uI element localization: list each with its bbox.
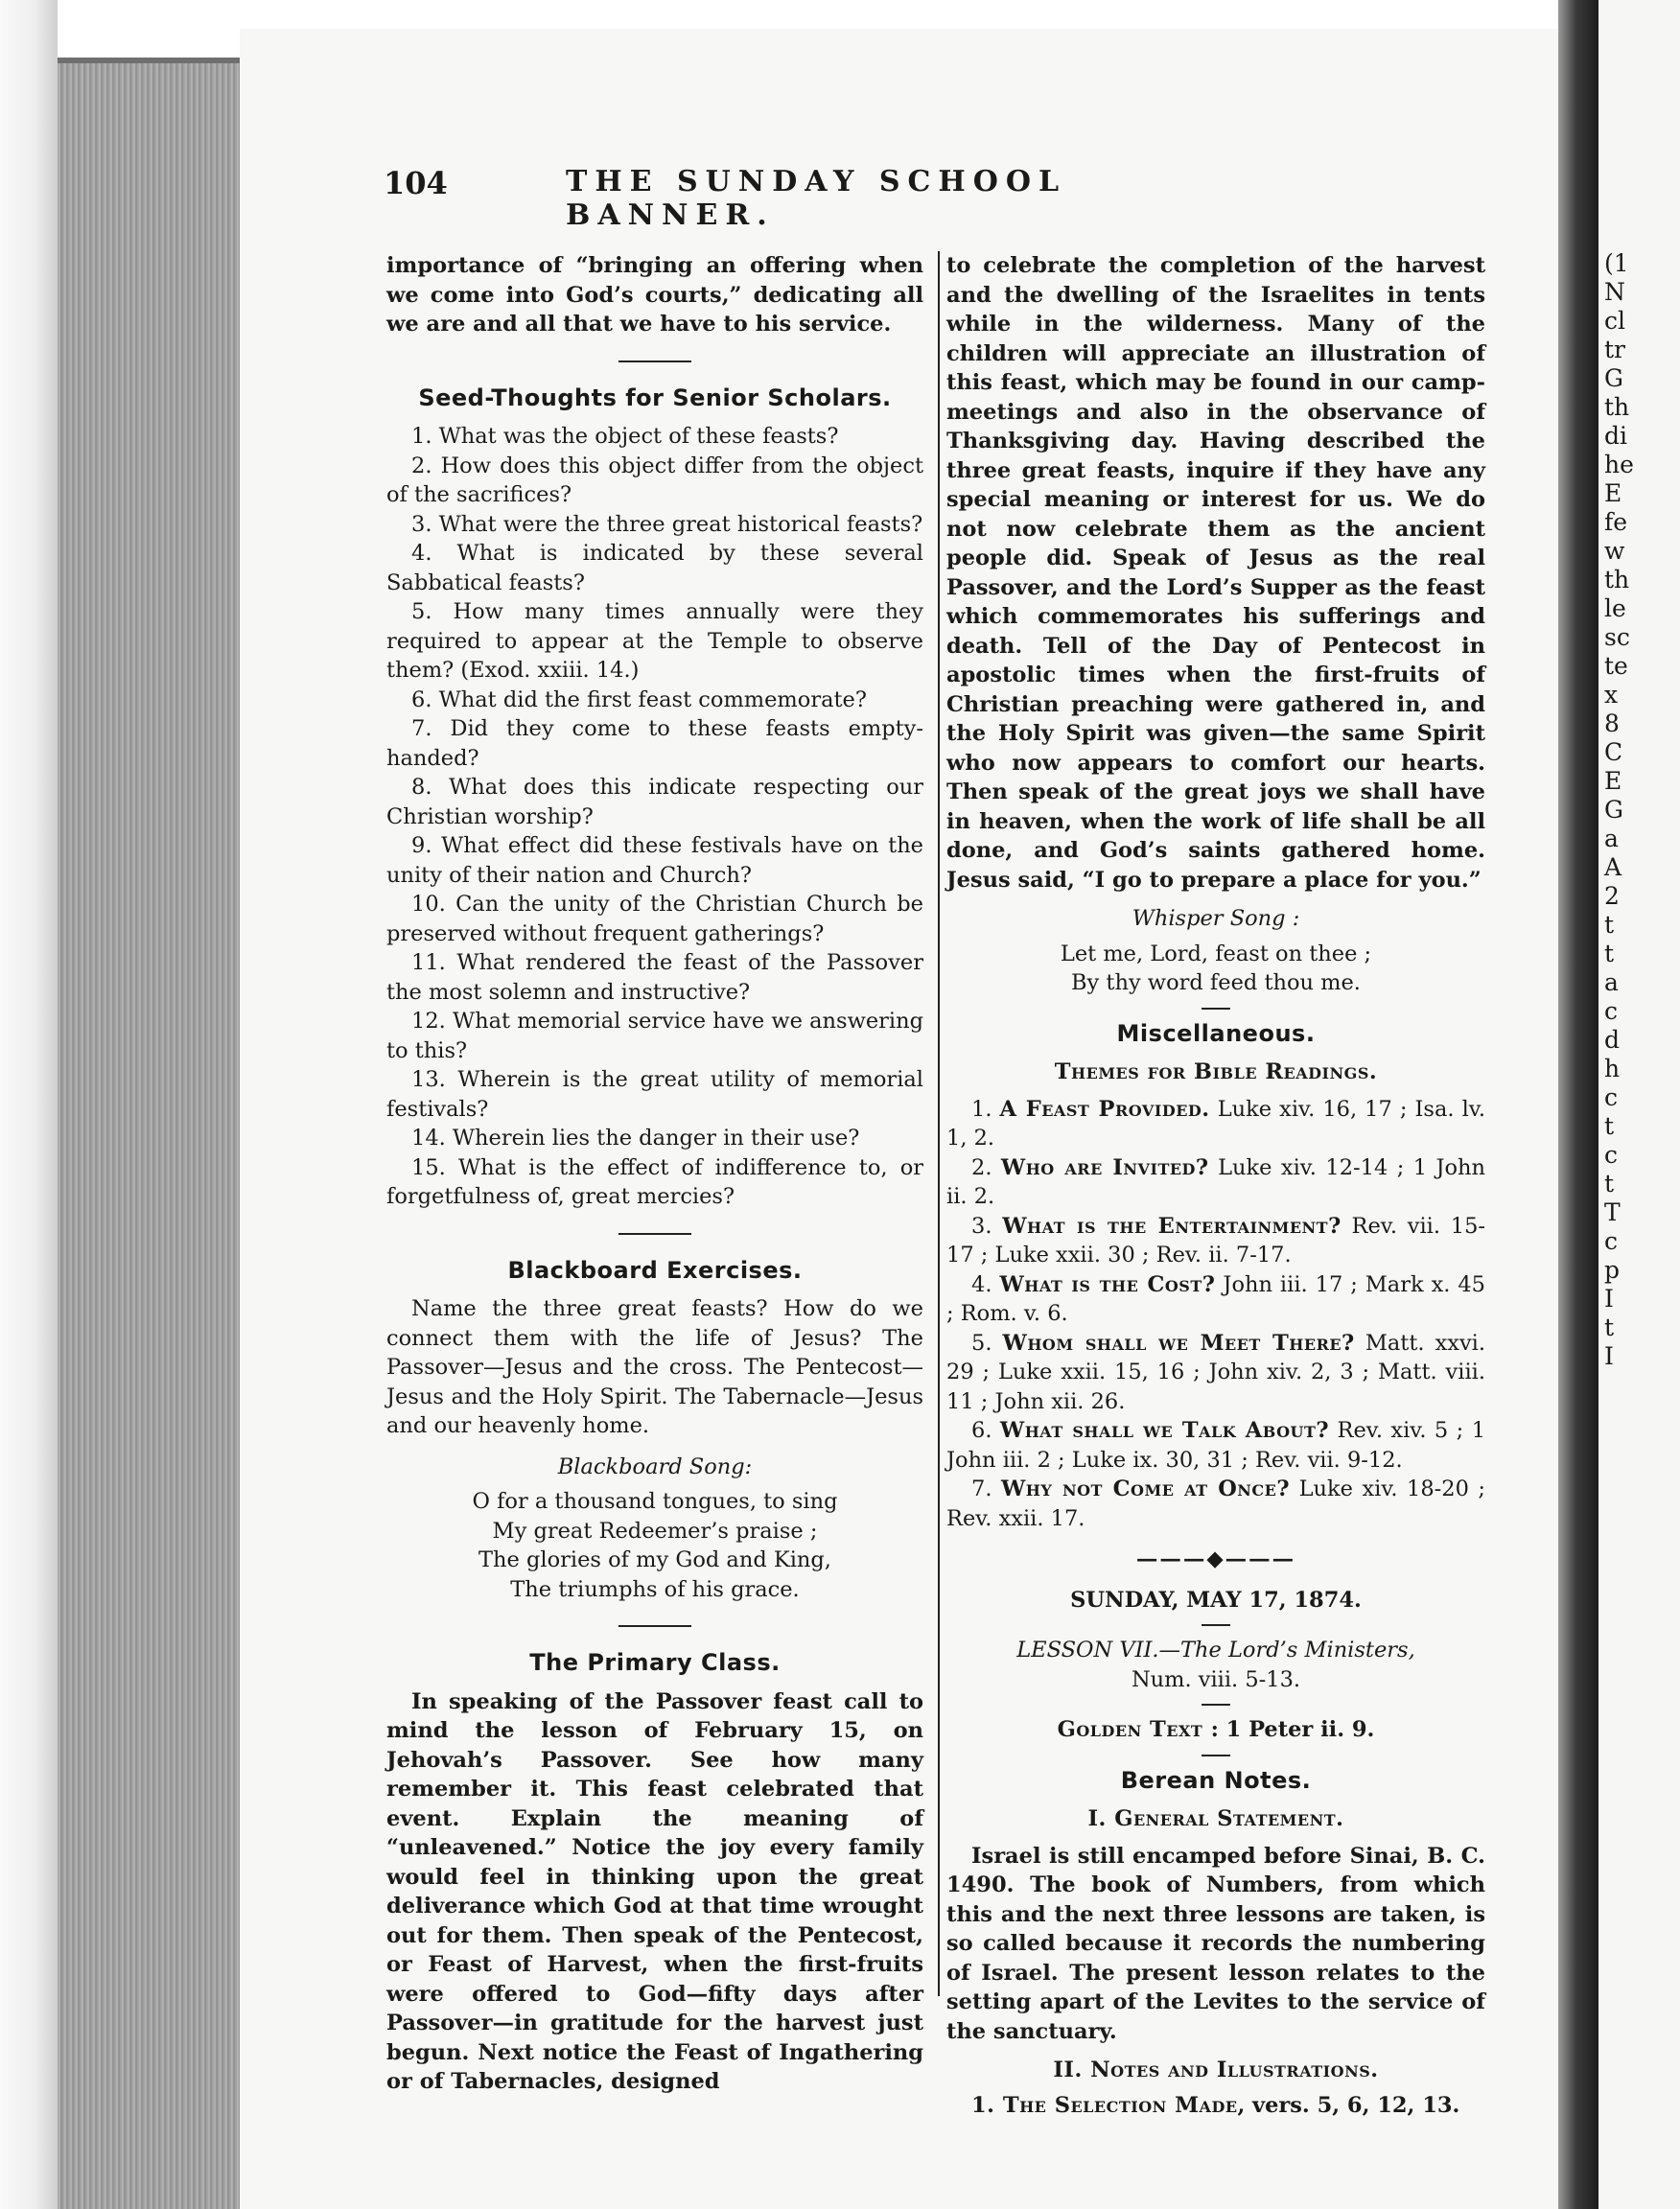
primary-class-heading: The Primary Class. bbox=[529, 1649, 781, 1676]
section-rule bbox=[618, 1625, 691, 1627]
question-item: 11. What rendered the feast of the Passover the most solemn and instructive? bbox=[386, 950, 923, 1005]
question-item: 6. What did the first feast commemorate? bbox=[411, 686, 867, 712]
question-item: 4. What is indicated by these several Sabbatical feasts? bbox=[386, 541, 923, 595]
theme-item: 6. What shall we Talk About? Rev. xiv. 5 ; 1 John iii. 2 ; Luke ix. 30, 31 ; Rev. vii. 9-12. bbox=[946, 1418, 1486, 1473]
golden-text: Golden Text : 1 Peter ii. 9. bbox=[1057, 1717, 1375, 1742]
section-rule bbox=[1202, 1755, 1230, 1756]
section-rule bbox=[1202, 1008, 1230, 1010]
question-item: 8. What does this indicate respecting our Christian worship? bbox=[386, 775, 923, 829]
page-stack bbox=[58, 58, 240, 2209]
general-statement-heading: I. General Statement. bbox=[1087, 1806, 1344, 1831]
seed-thoughts-heading: Seed-Thoughts for Senior Scholars. bbox=[418, 384, 892, 411]
selection-line: 1. The Selection Made, vers. 5, 6, 12, 13. bbox=[971, 2092, 1460, 2118]
column-divider bbox=[938, 251, 940, 1996]
book-fore-edge bbox=[0, 0, 58, 2209]
poem-line: Let me, Lord, feast on thee ; bbox=[1060, 941, 1372, 966]
miscellaneous-heading: Miscellaneous. bbox=[1116, 1019, 1316, 1047]
general-statement-paragraph: Israel is still encamped before Sinai, B. C. 1490. The book of Numbers, from which this and the next three lessons are taken, is so called because it records the numbering of Israel. The present lesson relates to the setting apart of the Levites to the service of the sanctuary. bbox=[946, 1843, 1485, 2044]
question-item: 10. Can the unity of the Christian Church be preserved without frequent gatherings? bbox=[386, 892, 923, 946]
question-item: 14. Wherein lies the danger in their use? bbox=[411, 1126, 860, 1151]
section-rule bbox=[1202, 1624, 1230, 1626]
section-rule bbox=[1202, 1704, 1230, 1706]
facing-page-fragment: (1 N cl tr G th di he E fe w th le sc te x 8 C E G a A 2 t t a c d h c t c t T c p I t I bbox=[1598, 0, 1680, 2209]
theme-item: 1. A Feast Provided. Luke xiv. 16, 17 ; Isa. lv. 1, 2. bbox=[946, 1096, 1486, 1151]
right-column bbox=[946, 251, 1485, 2120]
question-item: 15. What is the effect of indifference to, or forgetfulness of, great mercies? bbox=[386, 1154, 923, 1209]
question-item: 5. How many times annually were they required to appear at the Temple to observe them? (Exod. xxiii. 14.) bbox=[386, 599, 923, 683]
continuation-paragraph: to celebrate the completion of the harvest and the dwelling of the Israelites in tents while in the wilderness. Many of the children will appreciate an illustration of this feast, which may be found in our camp-meetings and also in the observance of Thanksgiving day. Having described the three great feasts, inquire if they have any special meaning or interest for us. We do not now celebrate them as the ancient people did. Speak of Jesus as the real Passover, and the Lord’s Supper as the feast which commemorates his sufferings and death. Tell of the Day of Pentecost in apostolic times when the first-fruits of Christian preaching were gathered in, and the Holy Spirit was given—the same Spirit who now appears to comfort our hearts. Then speak of the great joys we shall have in heaven, when the work of life shall be all done, and God’s saints gathered home. Jesus said, “I go to prepare a place for you.” bbox=[946, 253, 1485, 893]
blackboard-song-title: Blackboard Song: bbox=[557, 1453, 753, 1479]
lesson-reference: Num. viii. 5-13. bbox=[1131, 1666, 1301, 1692]
question-item: 9. What effect did these festivals have on the unity of their nation and Church? bbox=[386, 833, 923, 888]
theme-item: 5. Whom shall we Meet There? Matt. xxvi. 29 ; Luke xxii. 15, 16 ; John xiv. 2, 3 ; Matt. viii. 11 ; John xii. 26. bbox=[946, 1330, 1486, 1414]
blackboard-heading: Blackboard Exercises. bbox=[507, 1256, 803, 1284]
poem-line: O for a thousand tongues, to sing bbox=[472, 1489, 838, 1514]
book-gutter bbox=[1558, 0, 1598, 2209]
question-item: 12. What memorial service have we answering to this? bbox=[386, 1009, 923, 1063]
theme-item: 4. What is the Cost? John iii. 17 ; Mark x. 45 ; Rom. v. 6. bbox=[946, 1271, 1485, 1326]
question-item: 1. What was the object of these feasts? bbox=[411, 424, 839, 449]
page-number: 104 bbox=[384, 165, 448, 201]
whisper-song-title: Whisper Song : bbox=[1132, 906, 1300, 931]
poem-line: My great Redeemer’s praise ; bbox=[492, 1518, 818, 1544]
running-header bbox=[384, 165, 1285, 232]
intro-paragraph: importance of “bringing an offering when we come into God’s courts,” dedicating all we are and all that we have to his service. bbox=[386, 253, 923, 337]
ornamental-rule: ———◆——— bbox=[1135, 1546, 1296, 1571]
date-heading: SUNDAY, MAY 17, 1874. bbox=[1070, 1587, 1362, 1613]
question-item: 7. Did they come to these feasts empty-handed? bbox=[386, 716, 923, 771]
question-item: 3. What were the three great historical feasts? bbox=[411, 511, 923, 537]
section-rule bbox=[618, 1233, 691, 1235]
themes-heading: Themes for Bible Readings. bbox=[1054, 1059, 1378, 1084]
question-item: 2. How does this object differ from the object of the sacrifices? bbox=[386, 453, 923, 507]
lesson-title: LESSON VII.—The Lord’s Ministers, bbox=[1016, 1638, 1415, 1663]
berean-notes-heading: Berean Notes. bbox=[1120, 1766, 1312, 1794]
notes-heading: II. Notes and Illustrations. bbox=[1053, 2058, 1379, 2082]
question-item: 13. Wherein is the great utility of memorial festivals? bbox=[386, 1067, 923, 1122]
poem-line: The glories of my God and King, bbox=[478, 1547, 831, 1572]
poem-line: The triumphs of his grace. bbox=[510, 1576, 800, 1602]
theme-item: 7. Why not Come at Once? Luke xiv. 18-20 ; Rev. xxii. 17. bbox=[946, 1477, 1485, 1531]
primary-class-paragraph: In speaking of the Passover feast call to mind the lesson of February 15, on Jehovah’s Passover. See how many remember it. This feast celebrated that event. Explain the meaning of “unleavened.” Notice the joy every family would feel in thinking upon the great deliverance which God at that time wrought out for them. Then speak of the Pentecost, or Feast of Harvest, when the first-fruits were offered to God—fifty days after Passover—in gratitude for the harvest just begun. Next notice the Feast of Ingathering or of Tabernacles, designed bbox=[386, 1688, 923, 2094]
page-stack-top bbox=[58, 58, 240, 63]
poem-line: By thy word feed thou me. bbox=[1071, 970, 1361, 995]
theme-item: 2. Who are Invited? Luke xiv. 12-14 ; 1 John ii. 2. bbox=[946, 1154, 1486, 1209]
theme-item: 3. What is the Entertainment? Rev. vii. 15-17 ; Luke xxii. 30 ; Rev. ii. 7-17. bbox=[946, 1213, 1486, 1267]
section-rule bbox=[618, 360, 691, 362]
blackboard-paragraph: Name the three great feasts? How do we connect them with the life of Jesus? The Passover—Jesus and the cross. The Pentecost—Jesus and the Holy Spirit. The Tabernacle—Jesus and our heavenly home. bbox=[386, 1296, 923, 1438]
running-title: THE SUNDAY SCHOOL BANNER. bbox=[566, 165, 1067, 232]
left-column bbox=[386, 251, 923, 2097]
